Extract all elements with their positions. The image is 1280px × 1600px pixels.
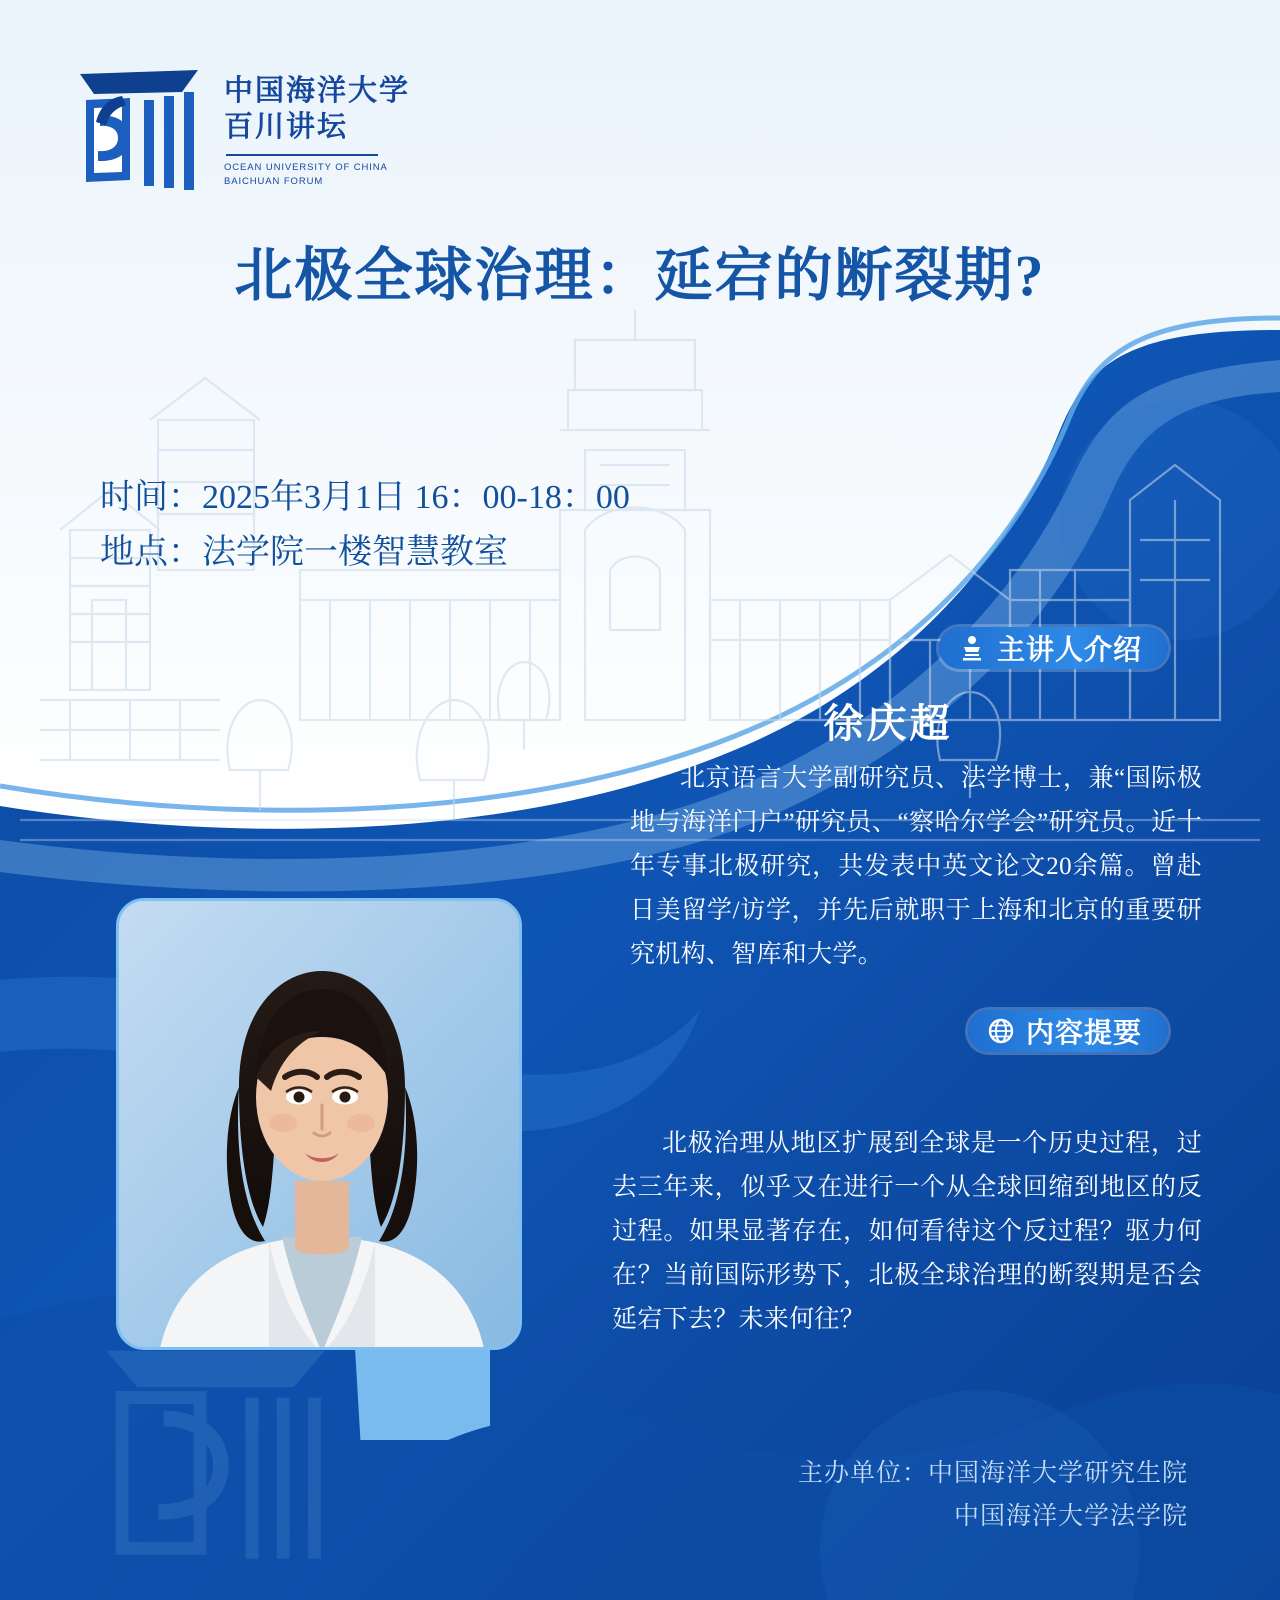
- section-header-abstract-label: 内容提要: [1025, 1018, 1142, 1049]
- baichuan-seal-logo-icon: [70, 60, 210, 196]
- event-place: 地点：法学院一楼智慧教室: [100, 534, 508, 572]
- section-header-abstract: [968, 1010, 1168, 1052]
- speaker-bio: 北京语言大学副研究员、法学博士，兼“国际极地与海洋门户”研究员、“察哈尔学会”研究员。近十年专事北极研究，共发表中英文论文20余篇。曾赴日美留学/访学，并先后就职于上海和北京的重要研究机构、智库和大学。: [630, 765, 1202, 968]
- logo-divider: [226, 154, 378, 156]
- section-header-speaker: [939, 627, 1168, 669]
- footer-organizers: [798, 1453, 1188, 1538]
- logo-org-name: 中国海洋大学: [224, 74, 411, 107]
- logo-en-line2: BAICHUAN FORUM: [224, 175, 324, 187]
- event-meta: [100, 470, 630, 580]
- speaker-portrait: [116, 898, 522, 1350]
- page-title: 北极全球治理：延宕的断裂期?: [234, 243, 1046, 308]
- speaker-name: 徐庆超: [823, 701, 953, 746]
- footer-line-1: 主办单位：中国海洋大学研究生院: [797, 1460, 1188, 1487]
- speaker-portrait-image: [119, 901, 522, 1350]
- abstract-text: 北极治理从地区扩展到全球是一个历史过程，过去三年来，似乎又在进行一个从全球回缩到地区的反过程。如果显著存在，如何看待这个反过程？驱力何在？当前国际形势下，北极全球治理的断裂期是否会延宕下去？未来何往？: [612, 1130, 1202, 1333]
- event-time: 时间：2025年3月1日 16：00-18：00: [100, 479, 630, 516]
- brand-logo: [70, 58, 410, 198]
- logo-en-line1: OCEAN UNIVERSITY OF CHINA: [224, 161, 388, 173]
- section-header-speaker-label: 主讲人介绍: [996, 635, 1142, 666]
- footer-line-2: 中国海洋大学法学院: [953, 1502, 1188, 1530]
- speaker-podium-icon: [957, 633, 987, 663]
- globe-icon: [986, 1016, 1016, 1046]
- logo-forum-name: 百川讲坛: [224, 111, 349, 144]
